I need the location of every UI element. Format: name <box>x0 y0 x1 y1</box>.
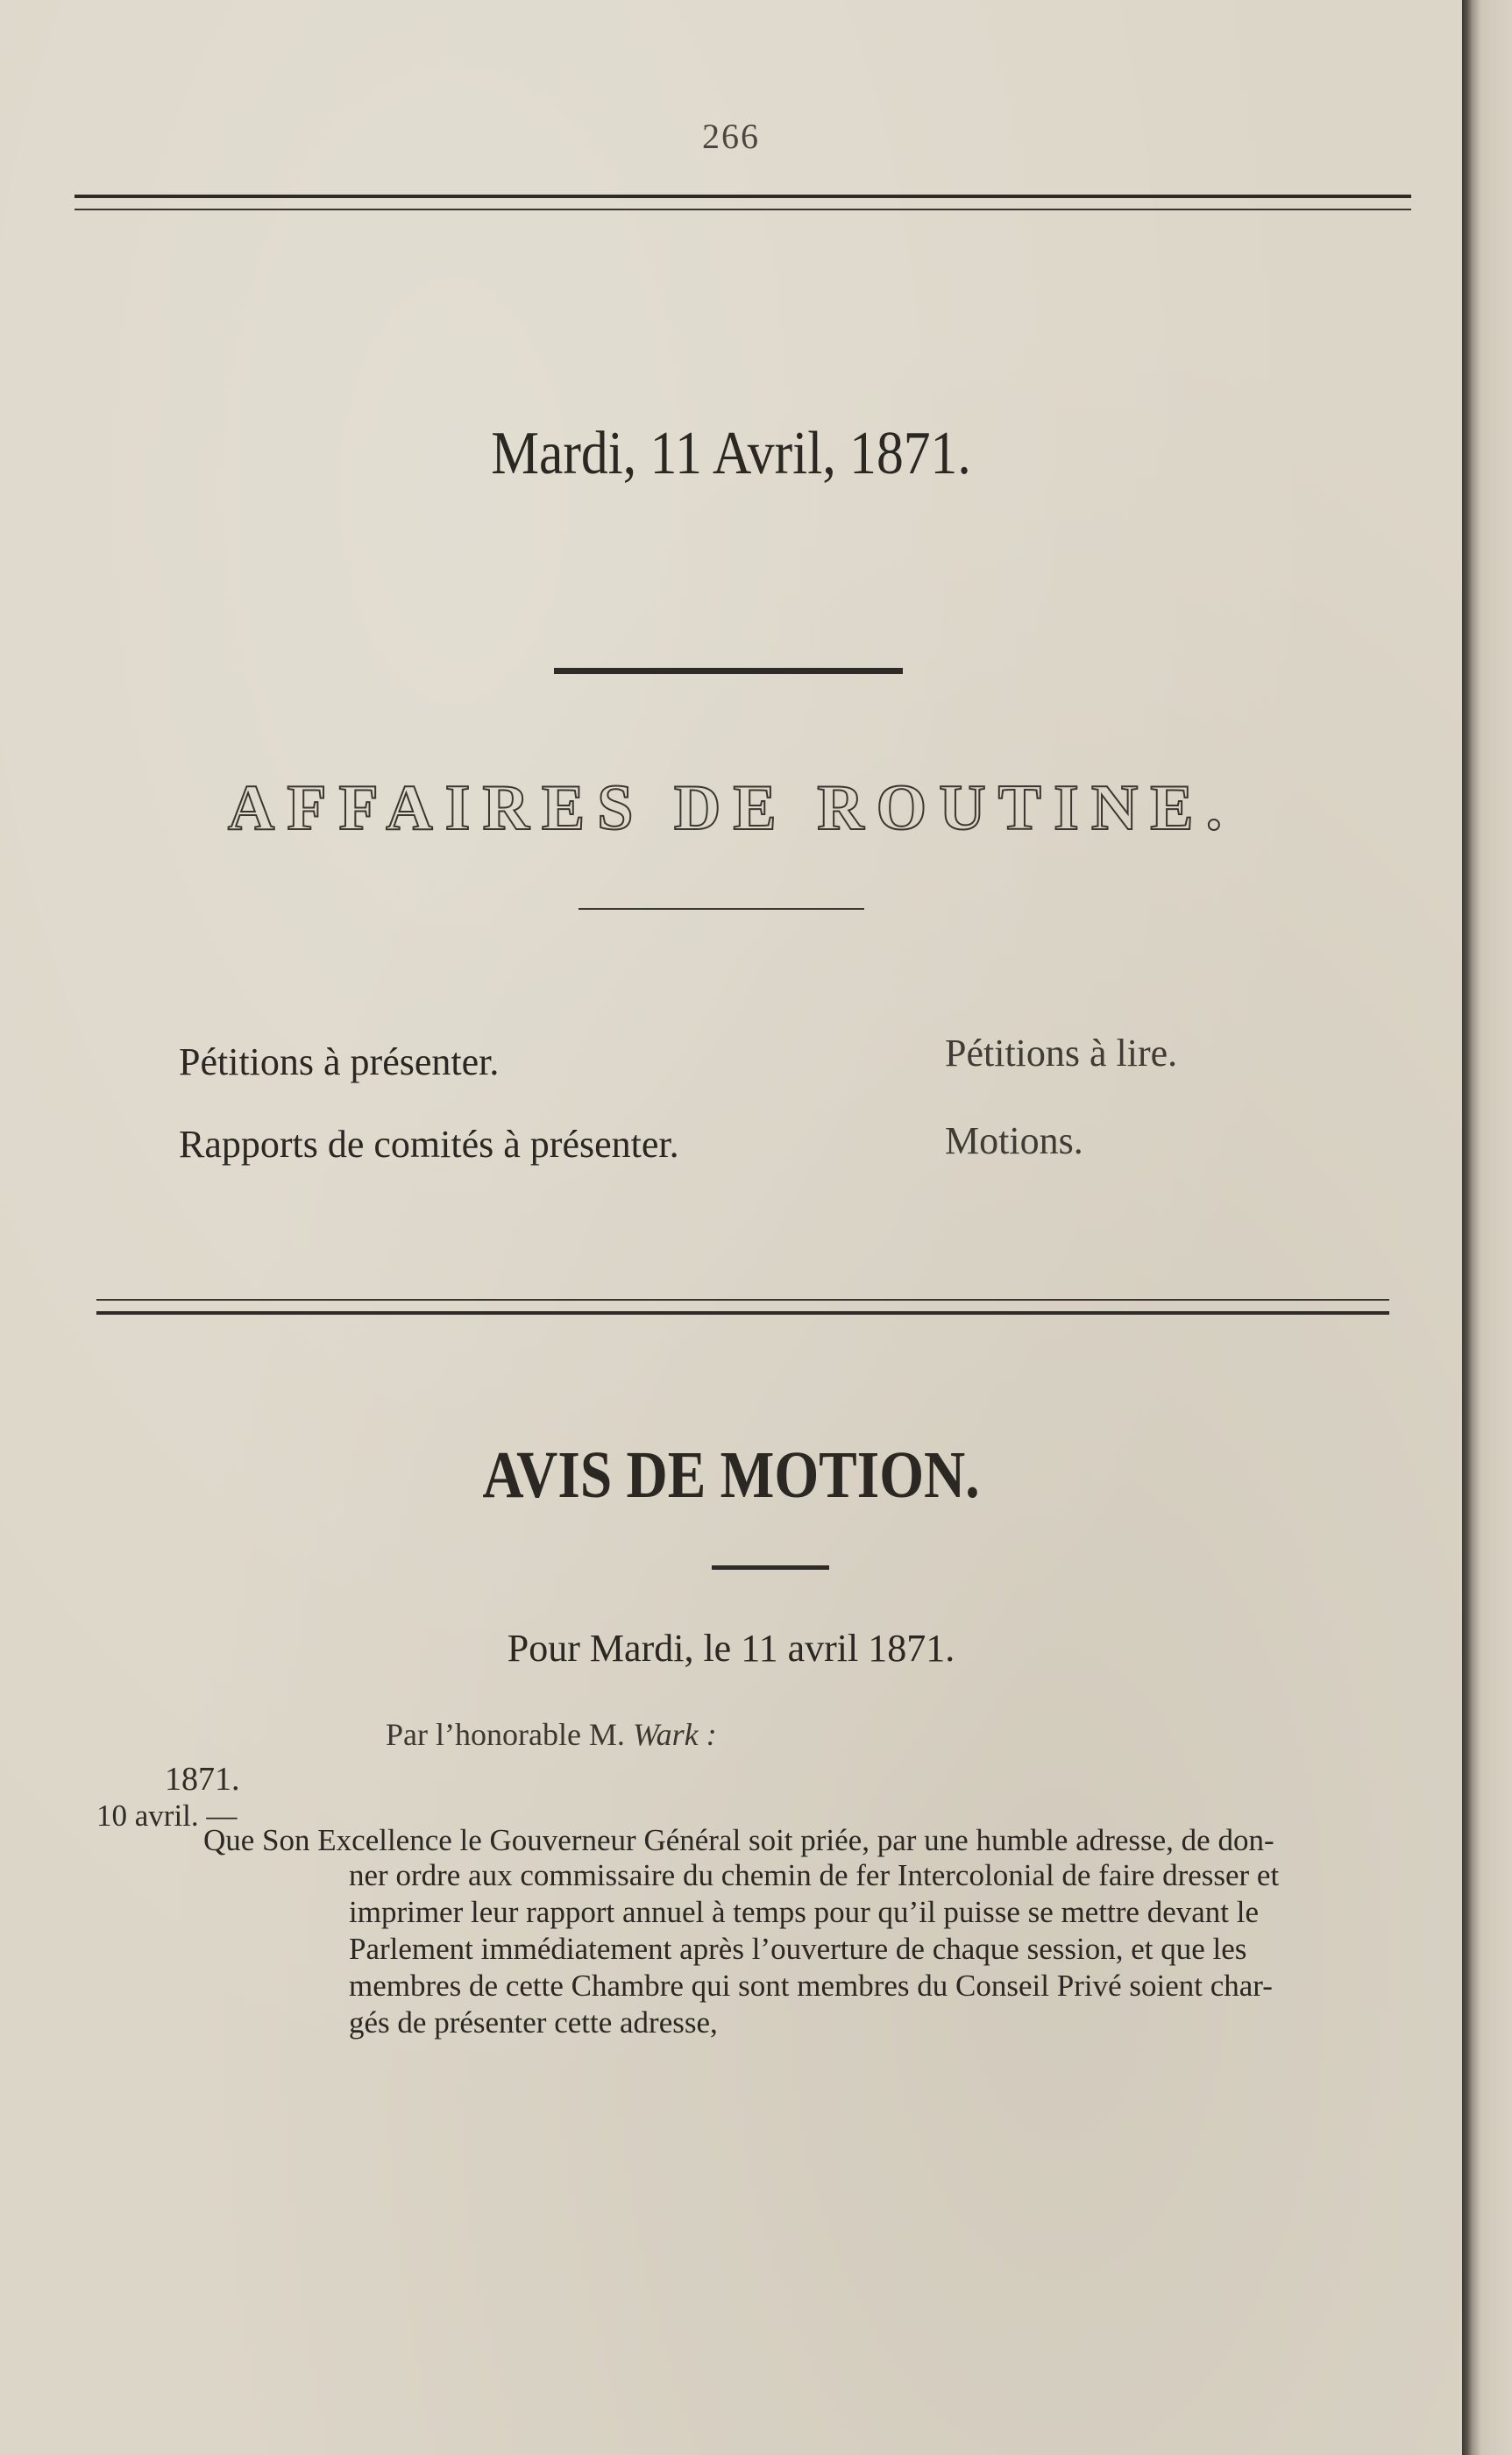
mover-line <box>386 1716 717 1753</box>
notice-date: Pour Mardi, le 11 avril 1871. <box>507 1627 955 1670</box>
routine-short-rule <box>579 908 864 910</box>
motion-text-line: membres de cette Chambre qui sont membres du Conseil Privé soient char- <box>349 1969 1273 2003</box>
mover-prefix: Par l’honorable M. <box>386 1717 625 1752</box>
date-heading: Mardi, 11 Avril, 1871. <box>491 420 971 487</box>
motion-text-line: Parlement immédiatement après l’ouverture de chaque session, et que les <box>349 1932 1247 1966</box>
routine-item-committee-reports: Rapports de comités à présenter. <box>179 1123 679 1166</box>
middle-rule-thick <box>96 1311 1389 1315</box>
routine-item-motions: Motions. <box>945 1119 1083 1162</box>
page-number: 266 <box>702 117 760 156</box>
motion-text-line: Que Son Excellence le Gouverneur Général soit priée, par une humble adresse, de don- <box>203 1823 1274 1857</box>
routine-heading: AFFAIRES DE ROUTINE. <box>227 772 1235 844</box>
motion-heading: AVIS DE MOTION. <box>482 1438 980 1512</box>
margin-date: 10 avril. — <box>96 1799 238 1833</box>
routine-item-petitions-present: Pétitions à présenter. <box>179 1040 500 1083</box>
motion-short-rule <box>712 1565 829 1570</box>
mover-name: Wark : <box>632 1717 717 1752</box>
motion-text-line: ner ordre aux commissaire du chemin de fer Intercolonial de faire dresser et <box>349 1858 1280 1892</box>
margin-year: 1871. <box>165 1761 240 1798</box>
top-rule-thin <box>75 209 1411 210</box>
middle-rule-thin <box>96 1299 1389 1301</box>
book-spine-shadow <box>1462 0 1512 2455</box>
routine-item-petitions-read: Pétitions à lire. <box>945 1032 1178 1075</box>
motion-text-line: imprimer leur rapport annuel à temps pour qu’il puisse se mettre devant le <box>349 1895 1260 1929</box>
motion-text-line: gés de présenter cette adresse, <box>349 2005 718 2040</box>
top-rule-thick <box>75 195 1411 198</box>
ornament-rule <box>554 668 903 674</box>
